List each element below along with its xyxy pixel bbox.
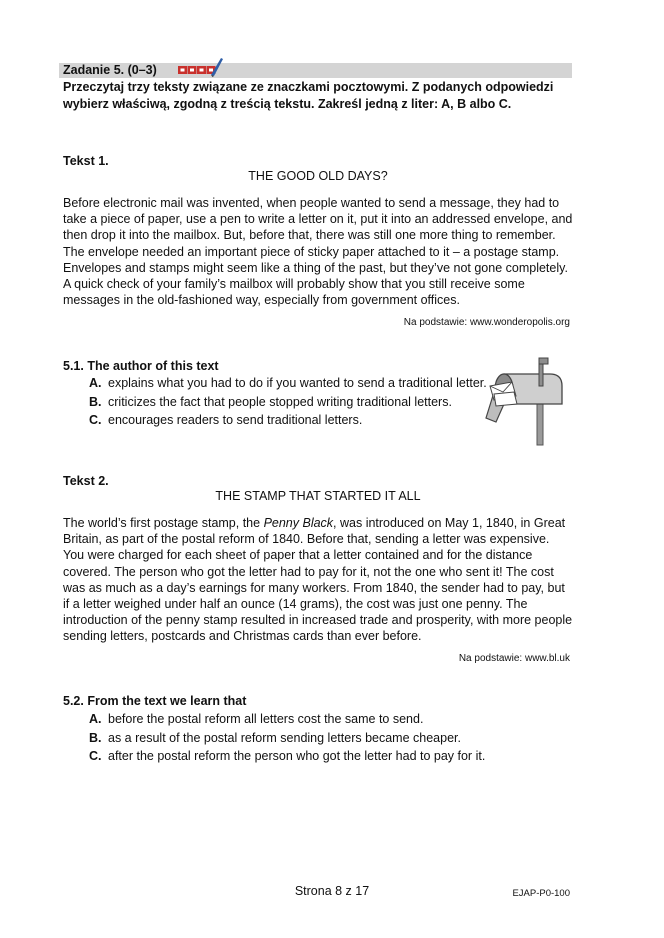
question-text: The author of this text: [87, 359, 219, 373]
question-number: 5.2.: [63, 694, 84, 708]
question-5-2-heading: [63, 694, 246, 708]
option-c[interactable]: [89, 747, 485, 766]
option-a[interactable]: [89, 710, 485, 729]
text1-title: THE GOOD OLD DAYS?: [248, 169, 388, 183]
text2-title: THE STAMP THAT STARTED IT ALL: [215, 489, 421, 503]
question-text: From the text we learn that: [87, 694, 247, 708]
question-number: 5.1.: [63, 359, 84, 373]
text2-label: Tekst 2.: [63, 474, 109, 488]
text2-body-start: The world’s first postage stamp, the: [63, 516, 264, 530]
text1-label: Tekst 1.: [63, 154, 109, 168]
mailbox-illustration: [484, 356, 566, 451]
text2-source: Na podstawie: www.bl.uk: [458, 653, 570, 664]
text1-source: Na podstawie: www.wonderopolis.org: [403, 317, 570, 328]
text2-paragraph: [63, 515, 573, 645]
option-letter: C.: [89, 749, 102, 763]
page-number: Strona 8 z 17: [294, 884, 370, 898]
text1-body: [63, 195, 573, 308]
option-text: encourages readers to send traditional letters.: [108, 413, 363, 427]
question-5-1-options: [89, 374, 487, 430]
option-letter: A.: [89, 376, 102, 390]
task-instruction: Przeczytaj trzy teksty związane ze znaczkami pocztowymi. Z podanych odpowiedzi wybierz właściwą, zgodną z treścią tekstu. Zakreśl jedną z liter: A, B albo C.: [63, 80, 554, 111]
text1-paragraph: Before electronic mail was invented, when people wanted to send a message, they had to take a piece of paper, use a pen to write a letter on it, put it into an addressed envelope, and then drop it into the mailbox. But, before that, there was still one more thing to remember. The envelope needed an important piece of sticky paper attached to it – a postage stamp. Envelopes and stamps might seem like a thing of the past, but they’ve not gone completely. A quick check of your family’s mailbox will probably show that you still receive some messages in the old-fashioned way, especially from government offices.: [63, 196, 573, 308]
option-letter: B.: [89, 730, 102, 745]
question-5-2-options: [89, 710, 485, 766]
option-c[interactable]: [89, 411, 487, 430]
text2-body: [63, 515, 573, 645]
option-a[interactable]: [89, 374, 487, 393]
task-title: Zadanie 5. (0–3): [63, 63, 157, 77]
option-letter: B.: [89, 394, 102, 409]
text2-body-italic: Penny Black: [263, 516, 334, 530]
option-letter: A.: [89, 712, 102, 726]
text2-body-end: , was introduced on May 1, 1840, in Great Britain, as part of the postal reform of 1840. Before that, sending a letter was expensive. You were charged for each sheet of paper that a letter contained and for the distance covered. The person who got the letter had to pay for it, not the one who sent it! The cost was as much as a day’s earnings for many workers. From 1840, the sender had to pay, but if a letter weighed under half an ounce (14 grams), the cost was just one penny. The introduction of the penny stamp resulted in increased trade and prosperity, with more people sending letters, postcards and Christmas cards than ever before.: [63, 516, 573, 644]
option-text: criticizes the fact that people stopped writing traditional letters.: [108, 394, 452, 409]
question-5-1-heading: [63, 359, 219, 373]
option-text: as a result of the postal reform sending letters became cheaper.: [108, 730, 461, 745]
option-text: after the postal reform the person who got the letter had to pay for it.: [108, 749, 486, 763]
option-text: before the postal reform all letters cost the same to send.: [108, 712, 424, 726]
option-letter: C.: [89, 413, 102, 427]
option-text: explains what you had to do if you wanted to send a traditional letter.: [108, 376, 487, 390]
exam-code: EJAP-P0-100: [512, 888, 570, 899]
option-b[interactable]: [89, 729, 485, 748]
option-b[interactable]: [89, 393, 487, 412]
